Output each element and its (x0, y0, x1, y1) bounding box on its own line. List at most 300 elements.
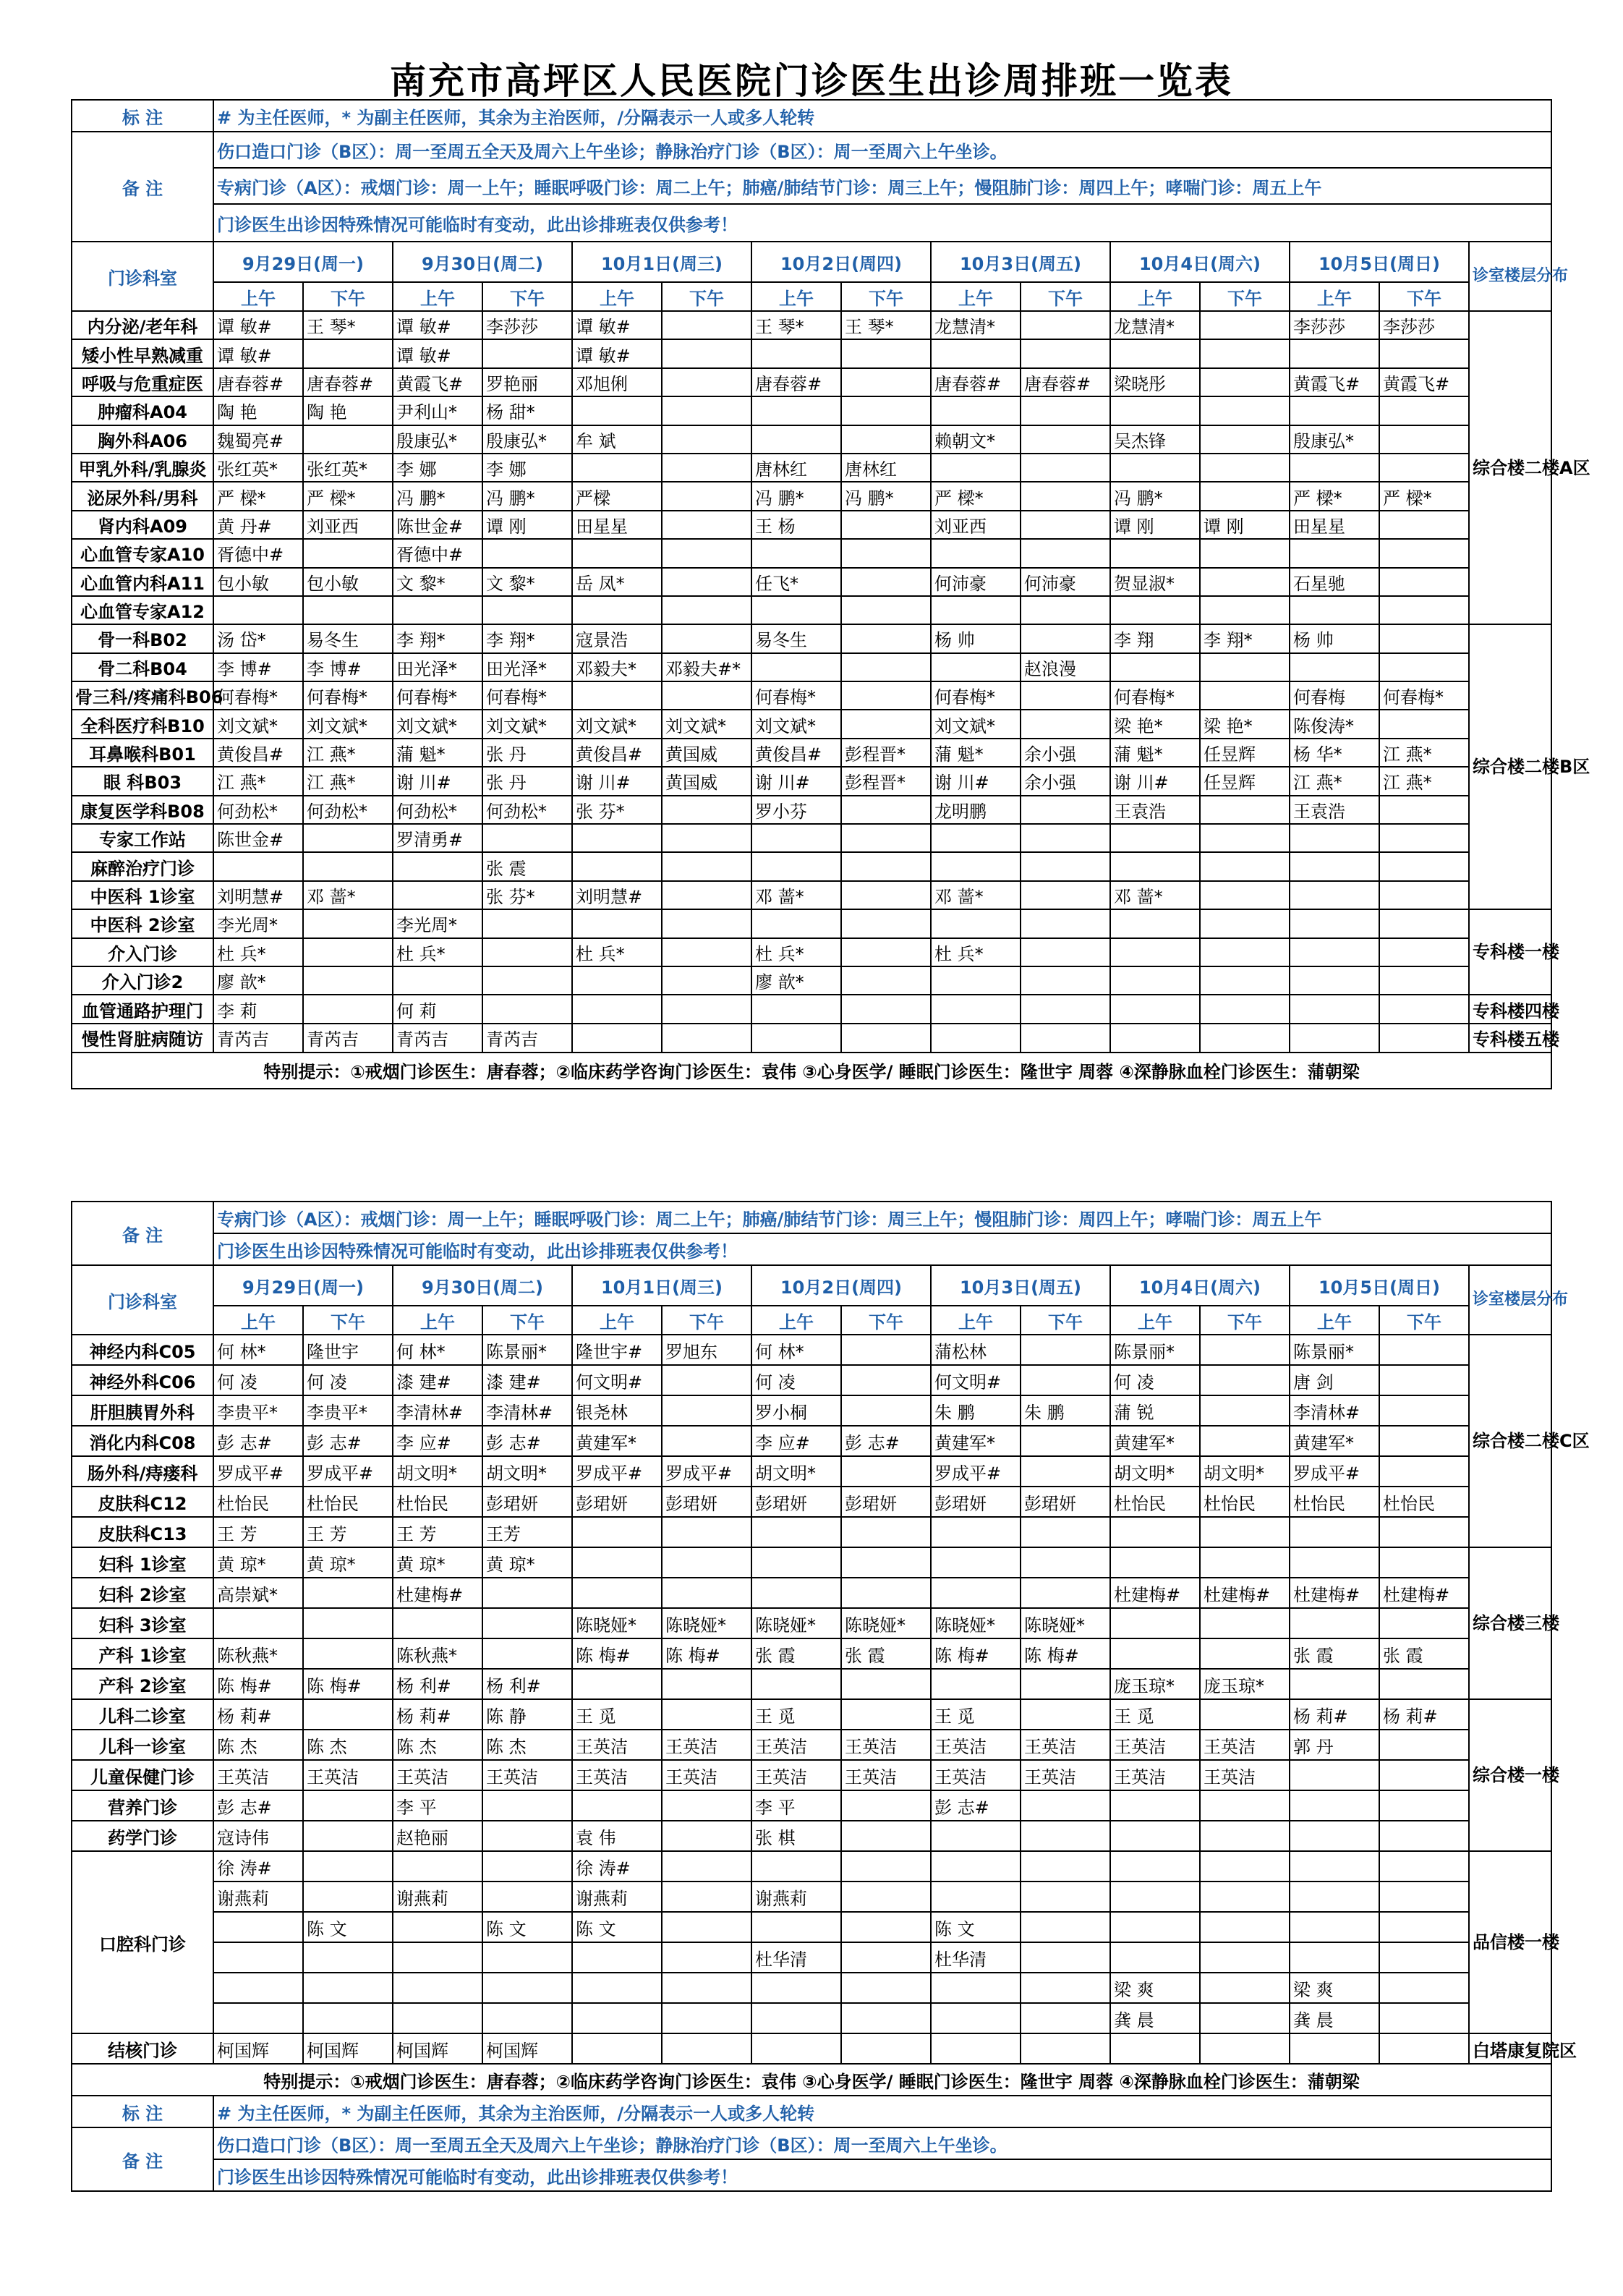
schedule-cell (1379, 966, 1469, 995)
schedule-cell (482, 596, 572, 624)
schedule-cell: 王英洁 (931, 1730, 1021, 1760)
dept-name: 肠外科/痔瘘科 (72, 1456, 213, 1487)
schedule-cell: 黄 琼* (303, 1547, 393, 1578)
schedule-cell (1021, 624, 1110, 652)
schedule-cell (1021, 1851, 1110, 1882)
schedule-cell (1290, 339, 1379, 367)
schedule-cell: 彭 志# (931, 1790, 1021, 1821)
schedule-cell: 严 樑* (1290, 482, 1379, 510)
schedule-cell (1379, 1912, 1469, 1942)
schedule-cell (1110, 966, 1200, 995)
schedule-cell (1290, 852, 1379, 880)
schedule-cell (1290, 824, 1379, 852)
floor-location: 综合楼三楼 (1469, 1547, 1551, 1699)
table-row (72, 1821, 1551, 1851)
schedule-cell: 王袁浩 (1110, 796, 1200, 824)
schedule-cell: 何春梅* (1110, 681, 1200, 710)
schedule-cell: 杜怡民 (1290, 1487, 1379, 1517)
schedule-cell: 何春梅* (482, 681, 572, 710)
schedule-cell (1021, 938, 1110, 966)
schedule-sheet-2 (71, 1201, 1590, 2192)
schedule-cell: 谢 川# (931, 767, 1021, 795)
schedule-cell: 李 翔 (1110, 624, 1200, 652)
schedule-cell (303, 425, 393, 454)
schedule-cell: 彭 志# (213, 1790, 303, 1821)
floor-location: 品信楼一楼 (1469, 1851, 1551, 2033)
table-row (72, 1669, 1551, 1699)
schedule-cell (393, 1851, 482, 1882)
schedule-cell: 徐 涛# (572, 1851, 662, 1882)
day-header: 10月4日(周六) (1110, 1265, 1290, 1306)
table-row (72, 1942, 1551, 1973)
schedule-cell: 谭 刚 (1110, 511, 1200, 539)
schedule-cell (1110, 1912, 1200, 1942)
am-header: 上午 (931, 1306, 1021, 1335)
schedule-cell (931, 1547, 1021, 1578)
schedule-cell (303, 1699, 393, 1730)
schedule-cell (393, 1608, 482, 1638)
dept-name: 骨二科B04 (72, 653, 213, 681)
schedule-cell: 罗成平# (213, 1456, 303, 1487)
schedule-cell: 王英洁 (1200, 1730, 1290, 1760)
schedule-cell (1200, 909, 1290, 937)
table-row (72, 1578, 1551, 1608)
schedule-cell: 何 林* (751, 1335, 841, 1365)
schedule-cell (213, 1942, 303, 1973)
schedule-cell (841, 1547, 931, 1578)
schedule-cell: 梁 爽 (1110, 1973, 1200, 2003)
dept-name: 儿科二诊室 (72, 1699, 213, 1730)
table-row (72, 596, 1551, 624)
schedule-cell: 彭珺妍 (841, 1487, 931, 1517)
schedule-cell (1379, 454, 1469, 482)
remark-wound-clinic: 伤口造口门诊（B区）：周一至周五全天及周六上午坐诊；静脉治疗门诊（B区）：周一至周六上午坐诊。 (213, 132, 1551, 168)
schedule-cell: 罗成平# (303, 1456, 393, 1487)
schedule-cell: 李 应# (393, 1426, 482, 1456)
schedule-cell (751, 653, 841, 681)
schedule-cell: 谭 刚 (482, 511, 572, 539)
schedule-cell: 杜 兵* (751, 938, 841, 966)
schedule-cell: 王袁浩 (1290, 796, 1379, 824)
schedule-cell (841, 681, 931, 710)
schedule-cell: 彭 志# (841, 1426, 931, 1456)
day-header: 10月3日(周五) (931, 242, 1110, 282)
table-row (72, 568, 1551, 596)
schedule-cell: 王英洁 (1110, 1730, 1200, 1760)
schedule-cell (1379, 624, 1469, 652)
schedule-cell (841, 2003, 931, 2033)
am-header: 上午 (572, 282, 662, 311)
schedule-cell (841, 653, 931, 681)
schedule-cell (1021, 1547, 1110, 1578)
dept-name: 妇科 3诊室 (72, 1608, 213, 1638)
schedule-cell: 李莎莎 (482, 311, 572, 339)
schedule-cell (662, 1578, 751, 1608)
schedule-cell (482, 966, 572, 995)
schedule-cell: 罗成平# (1290, 1456, 1379, 1487)
schedule-cell: 王英洁 (482, 1760, 572, 1790)
schedule-cell: 王 芳 (393, 1517, 482, 1547)
schedule-cell (751, 1669, 841, 1699)
schedule-cell (1200, 454, 1290, 482)
schedule-cell: 杜怡民 (393, 1487, 482, 1517)
schedule-cell (1200, 1365, 1290, 1395)
schedule-cell (1110, 1517, 1200, 1547)
schedule-cell (662, 1851, 751, 1882)
floor-location: 综合楼二楼C区 (1469, 1335, 1551, 1547)
schedule-cell (662, 454, 751, 482)
pm-header: 下午 (841, 1306, 931, 1335)
schedule-cell (841, 1456, 931, 1487)
schedule-cell: 何 凌 (1110, 1365, 1200, 1395)
schedule-cell: 彭珺妍 (931, 1487, 1021, 1517)
schedule-cell (572, 681, 662, 710)
dept-name: 产科 2诊室 (72, 1669, 213, 1699)
schedule-cell (1290, 1024, 1379, 1053)
schedule-cell: 易冬生 (751, 624, 841, 652)
schedule-cell (662, 311, 751, 339)
schedule-cell (662, 1426, 751, 1456)
schedule-cell: 李莎莎 (1290, 311, 1379, 339)
schedule-cell: 陈 梅# (572, 1638, 662, 1669)
schedule-cell: 陈世金# (213, 824, 303, 852)
schedule-cell (1110, 1024, 1200, 1053)
schedule-cell (1200, 1517, 1290, 1547)
schedule-cell: 刘文斌* (662, 710, 751, 738)
schedule-cell: 王英洁 (751, 1730, 841, 1760)
schedule-cell: 谢 川# (572, 767, 662, 795)
schedule-cell: 江 燕* (303, 767, 393, 795)
schedule-cell (662, 1699, 751, 1730)
schedule-cell: 陈 梅# (303, 1669, 393, 1699)
dept-name: 妇科 2诊室 (72, 1578, 213, 1608)
schedule-cell (1200, 2033, 1290, 2064)
schedule-cell (662, 881, 751, 909)
schedule-cell: 王英洁 (1200, 1760, 1290, 1790)
schedule-cell (751, 539, 841, 567)
dept-name: 呼吸与危重症医 (72, 368, 213, 396)
schedule-cell: 胥德中# (393, 539, 482, 567)
schedule-cell: 庞玉琼* (1200, 1669, 1290, 1699)
schedule-cell (1021, 539, 1110, 567)
schedule-cell (303, 1942, 393, 1973)
schedule-cell: 郭 丹 (1290, 1730, 1379, 1760)
dept-name: 肿瘤科A04 (72, 396, 213, 425)
schedule-cell: 谭 敏# (572, 339, 662, 367)
schedule-cell: 罗成平# (662, 1456, 751, 1487)
schedule-cell (751, 339, 841, 367)
table-row (72, 681, 1551, 710)
schedule-cell: 殷康弘* (1290, 425, 1379, 454)
schedule-cell: 王 芳 (213, 1517, 303, 1547)
schedule-cell (931, 539, 1021, 567)
schedule-cell: 石星驰 (1290, 568, 1379, 596)
schedule-cell (841, 425, 931, 454)
day-header: 10月1日(周三) (572, 1265, 751, 1306)
dept-name: 中医科 2诊室 (72, 909, 213, 937)
schedule-cell: 邓毅夫* (572, 653, 662, 681)
schedule-cell (751, 1912, 841, 1942)
schedule-cell: 黄建军* (1290, 1426, 1379, 1456)
schedule-cell (1021, 425, 1110, 454)
schedule-cell (662, 482, 751, 510)
schedule-cell: 杜怡民 (213, 1487, 303, 1517)
schedule-cell (303, 596, 393, 624)
schedule-cell: 王 觅 (931, 1699, 1021, 1730)
schedule-cell: 梁 爽 (1290, 1973, 1379, 2003)
schedule-cell (213, 596, 303, 624)
schedule-cell (482, 938, 572, 966)
schedule-cell (841, 1912, 931, 1942)
schedule-cell (213, 1973, 303, 2003)
schedule-cell (841, 1395, 931, 1426)
schedule-cell: 杨 帅 (1290, 624, 1379, 652)
schedule-cell: 吴杰锋 (1110, 425, 1200, 454)
table-row (72, 1547, 1551, 1578)
schedule-cell (1021, 881, 1110, 909)
schedule-cell (1200, 568, 1290, 596)
schedule-cell: 刘文斌* (931, 710, 1021, 738)
schedule-cell: 胡文明* (393, 1456, 482, 1487)
schedule-cell: 谢 川# (751, 767, 841, 795)
dept-name: 药学门诊 (72, 1821, 213, 1851)
table-row (72, 425, 1551, 454)
schedule-cell: 彭 志# (213, 1426, 303, 1456)
schedule-cell: 黄俊昌# (572, 739, 662, 767)
schedule-cell: 汤 岱* (213, 624, 303, 652)
schedule-cell (1021, 1365, 1110, 1395)
dept-name: 慢性肾脏病随访 (72, 1024, 213, 1053)
schedule-cell: 龙慧清* (1110, 311, 1200, 339)
schedule-cell: 庞玉琼* (1110, 1669, 1200, 1699)
schedule-cell: 刘文斌* (482, 710, 572, 738)
schedule-cell (482, 1882, 572, 1912)
dept-name: 儿科一诊室 (72, 1730, 213, 1760)
schedule-cell: 隆世宇# (572, 1335, 662, 1365)
table-row (72, 653, 1551, 681)
schedule-cell: 李 博# (303, 653, 393, 681)
schedule-cell: 杨 帅 (931, 624, 1021, 652)
schedule-cell (662, 824, 751, 852)
schedule-cell (1110, 339, 1200, 367)
schedule-cell: 何劲松* (303, 796, 393, 824)
schedule-cell (751, 1024, 841, 1053)
schedule-cell: 田星星 (572, 511, 662, 539)
schedule-cell (931, 966, 1021, 995)
schedule-cell: 谭 敏# (572, 311, 662, 339)
schedule-cell (751, 2003, 841, 2033)
schedule-cell: 唐春蓉# (213, 368, 303, 396)
table-row (72, 1395, 1551, 1426)
schedule-cell: 刘文斌* (213, 710, 303, 738)
table-row (72, 1730, 1551, 1760)
schedule-cell (1110, 1608, 1200, 1638)
schedule-cell (662, 1790, 751, 1821)
schedule-cell: 王 琴* (303, 311, 393, 339)
schedule-cell: 袁 伟 (572, 1821, 662, 1851)
schedule-cell: 谢燕莉 (572, 1882, 662, 1912)
schedule-cell: 青芮吉 (482, 1024, 572, 1053)
dept-name: 胸外科A06 (72, 425, 213, 454)
schedule-cell (1290, 1608, 1379, 1638)
table-row (72, 739, 1551, 767)
schedule-cell (841, 511, 931, 539)
schedule-cell (393, 596, 482, 624)
schedule-cell (931, 454, 1021, 482)
dept-name: 内分泌/老年科 (72, 311, 213, 339)
schedule-cell: 张 霞 (1379, 1638, 1469, 1669)
pm-header: 下午 (1021, 1306, 1110, 1335)
schedule-cell: 张 震 (482, 852, 572, 880)
schedule-cell (572, 824, 662, 852)
schedule-cell (841, 339, 931, 367)
schedule-cell: 漆 建# (393, 1365, 482, 1395)
special-hint: 特别提示：①戒烟门诊医生：唐春蓉；②临床药学咨询门诊医生：袁伟 ③心身医学/ 睡眠门诊医生：隆世宇 周蓉 ④深静脉血栓门诊医生：蒲朝梁 (72, 2064, 1551, 2096)
schedule-cell (1021, 909, 1110, 937)
schedule-cell (751, 1578, 841, 1608)
schedule-cell: 包小敏 (303, 568, 393, 596)
schedule-cell: 杜 兵* (393, 938, 482, 966)
schedule-cell (482, 995, 572, 1023)
pm-header: 下午 (841, 282, 931, 311)
day-header: 10月4日(周六) (1110, 242, 1290, 282)
pm-header: 下午 (303, 282, 393, 311)
schedule-cell: 胡文明* (1110, 1456, 1200, 1487)
schedule-cell (1021, 824, 1110, 852)
schedule-cell: 柯国辉 (482, 2033, 572, 2064)
legend-label: 标 注 (72, 100, 213, 132)
am-header: 上午 (393, 282, 482, 311)
schedule-cell (751, 2033, 841, 2064)
schedule-cell (1021, 1973, 1110, 2003)
schedule-cell: 杜建梅# (1290, 1578, 1379, 1608)
schedule-cell: 陶 艳 (213, 396, 303, 425)
schedule-cell (1379, 2033, 1469, 2064)
pm-header: 下午 (482, 282, 572, 311)
schedule-table-2 (71, 1201, 1590, 2192)
schedule-cell (303, 1882, 393, 1912)
day-header: 9月30日(周二) (393, 242, 572, 282)
dept-name: 口腔科门诊 (72, 1851, 213, 2033)
schedule-cell (1379, 1608, 1469, 1638)
schedule-cell: 冯 鹏* (1110, 482, 1200, 510)
schedule-cell (841, 852, 931, 880)
schedule-cell: 田光泽* (393, 653, 482, 681)
schedule-cell (1379, 568, 1469, 596)
schedule-cell: 陈 文 (931, 1912, 1021, 1942)
schedule-cell (1290, 881, 1379, 909)
schedule-cell (1110, 1547, 1200, 1578)
schedule-table-1 (71, 99, 1590, 1089)
schedule-cell: 李 翔* (1200, 624, 1290, 652)
schedule-cell (1379, 1024, 1469, 1053)
schedule-cell: 李 平 (393, 1790, 482, 1821)
schedule-cell (572, 1790, 662, 1821)
schedule-cell (662, 909, 751, 937)
schedule-cell (213, 1608, 303, 1638)
schedule-cell (572, 1517, 662, 1547)
table-row (72, 1912, 1551, 1942)
schedule-cell (931, 1578, 1021, 1608)
schedule-cell (1110, 995, 1200, 1023)
schedule-cell: 张 丹 (482, 767, 572, 795)
schedule-cell (1110, 852, 1200, 880)
schedule-cell (931, 1851, 1021, 1882)
dept-name: 介入门诊 (72, 938, 213, 966)
schedule-cell (572, 1547, 662, 1578)
schedule-cell: 梁 艳* (1110, 710, 1200, 738)
schedule-cell (482, 1942, 572, 1973)
schedule-cell (303, 1638, 393, 1669)
schedule-cell (662, 1973, 751, 2003)
table-row (72, 909, 1551, 937)
schedule-cell (1200, 1912, 1290, 1942)
schedule-cell (303, 995, 393, 1023)
schedule-cell (841, 1851, 931, 1882)
schedule-cell (931, 852, 1021, 880)
schedule-cell (303, 966, 393, 995)
schedule-cell (662, 1669, 751, 1699)
schedule-cell (1290, 1912, 1379, 1942)
schedule-cell (1021, 1335, 1110, 1365)
schedule-cell: 何文明# (931, 1365, 1021, 1395)
schedule-cell (1021, 1790, 1110, 1821)
floor-location: 专科楼四楼 (1469, 995, 1551, 1023)
schedule-cell (1379, 881, 1469, 909)
schedule-cell: 谢燕莉 (393, 1882, 482, 1912)
schedule-cell (1379, 1882, 1469, 1912)
schedule-cell (662, 681, 751, 710)
schedule-cell (841, 710, 931, 738)
schedule-cell: 何春梅* (393, 681, 482, 710)
schedule-cell: 胡文明* (751, 1456, 841, 1487)
schedule-cell: 王 琴* (841, 311, 931, 339)
schedule-cell (1021, 1821, 1110, 1851)
schedule-cell (662, 966, 751, 995)
schedule-cell: 何沛豪 (1021, 568, 1110, 596)
schedule-cell: 任飞* (751, 568, 841, 596)
floor-location: 专科楼一楼 (1469, 909, 1551, 995)
schedule-cell (841, 995, 931, 1023)
remark-disclaimer: 门诊医生出诊因特殊情况可能临时有变动，此出诊排班表仅供参考！ (213, 2159, 1551, 2191)
table-row (72, 1487, 1551, 1517)
schedule-cell (751, 596, 841, 624)
schedule-cell: 彭程晋* (841, 767, 931, 795)
schedule-cell: 张 霞 (841, 1638, 931, 1669)
remark-label: 备 注 (72, 132, 213, 242)
floor-location: 白塔康复院区 (1469, 2033, 1551, 2064)
am-header: 上午 (393, 1306, 482, 1335)
schedule-cell: 何劲松* (393, 796, 482, 824)
schedule-cell: 唐春蓉# (303, 368, 393, 396)
remark-special-clinic: 专病门诊（A区）：戒烟门诊：周一上午；睡眠呼吸门诊：周二上午；肺癌/肺结节门诊：周三上午；慢阻肺门诊：周四上午；哮喘门诊：周五上午 (213, 1202, 1551, 1233)
dept-name: 营养门诊 (72, 1790, 213, 1821)
schedule-cell (1290, 995, 1379, 1023)
schedule-cell: 陈晓娅* (841, 1608, 931, 1638)
day-header: 10月5日(周日) (1290, 1265, 1469, 1306)
schedule-cell: 冯 鹏* (482, 482, 572, 510)
schedule-cell (662, 1395, 751, 1426)
schedule-cell (1110, 539, 1200, 567)
schedule-cell: 刘明慧# (572, 881, 662, 909)
schedule-cell: 杜建梅# (1110, 1578, 1200, 1608)
schedule-cell (841, 1578, 931, 1608)
schedule-cell: 李 莉 (213, 995, 303, 1023)
schedule-cell: 杜 兵* (213, 938, 303, 966)
table-row (72, 1426, 1551, 1456)
schedule-cell: 黄俊昌# (213, 739, 303, 767)
table-row (72, 624, 1551, 652)
